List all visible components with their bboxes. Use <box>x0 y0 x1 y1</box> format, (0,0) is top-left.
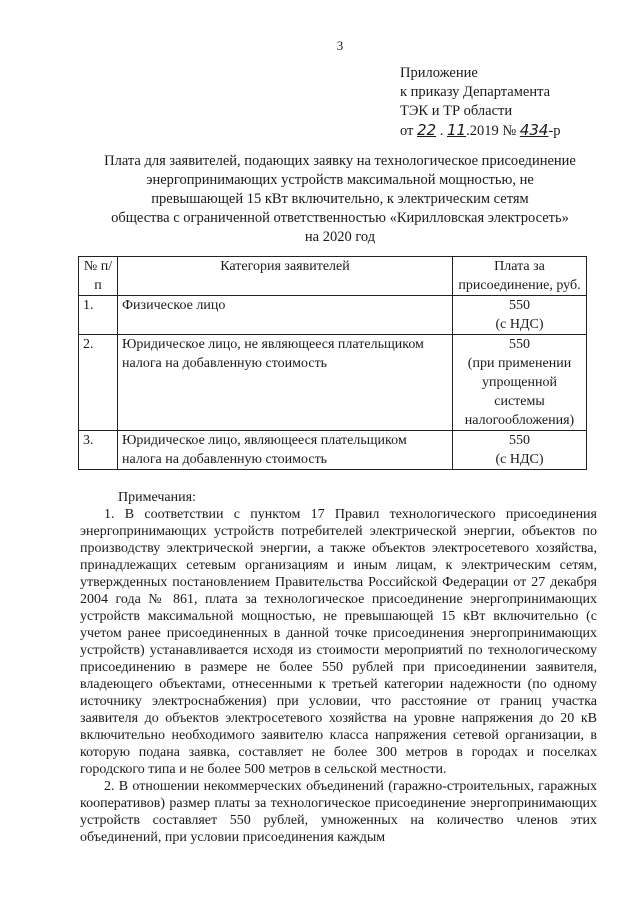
row-fee <box>453 335 587 431</box>
appendix-line2: к приказу Департамента <box>400 84 551 100</box>
fee-amount: 550 <box>509 298 530 313</box>
title-line1: Плата для заявителей, подающих заявку на технологическое присоединение <box>104 153 576 169</box>
order-number: 434 <box>519 121 549 139</box>
fee-table <box>78 256 587 470</box>
order-suffix: -р <box>548 123 561 139</box>
row-num: 1. <box>79 296 118 335</box>
header-fee: Плата за присоединение, руб. <box>453 257 587 296</box>
fee-note: (при применении упрощенной системы налогообложения) <box>464 356 575 428</box>
note-1: 1. В соответствии с пунктом 17 Правил технологического присоединения энергопринимающих устройств потребителей электрической энергии, объектов по производству электрической энергии, а также объектов электросетевого хозяйства, принадлежащих сетевым организациям и иным лицам, к электрическим сетям, утвержденных постановлением Правительства Российской Федерации от 27 декабря 2004 года № 861, плата за технологическое присоединение энергопринимающих устройств максимальной мощностью, не превышающей 15 кВт включительно (с учетом ранее присоединенных в данной точке присоединения энергопринимающих устройств) устанавливается исходя из стоимости мероприятий по технологическому присоединению в размере не более 550 рублей при присоединении заявителя, владеющего объектами, отнесенными к третьей категории надежности (по одному источнику электроснабжения) при условии, что расстояние от границ участка заявителя до объектов электросетевого хозяйства на уровне напряжения до 20 кВ включительно необходимого заявителю класса напряжения сетевой организации, в которую подана заявка, составляет не более 300 метров в городах и поселках городского типа и не более 500 метров в сельской местности. <box>80 507 597 777</box>
note-2: 2. В отношении некоммерческих объединений (гаражно-строительных, гаражных кооперативов) размер платы за технологическое присоединение энергопринимающих устройств составляет 550 рублей, умноженных на количество членов этих объединений, при условии присоединения каждым <box>80 779 597 845</box>
title-line4: общества с ограниченной ответственностью «Кирилловская электросеть» <box>111 210 569 226</box>
row-category: Юридическое лицо, не являющееся плательщиком налога на добавленную стоимость <box>118 335 453 431</box>
appendix-line1: Приложение <box>400 65 478 81</box>
row-num: 2. <box>79 335 118 431</box>
title-line2: энергопринимающих устройств максимальной мощностью, не <box>146 172 534 188</box>
table-header-row <box>79 257 587 296</box>
row-fee <box>453 431 587 470</box>
title-line5: на 2020 год <box>304 229 376 245</box>
table-row <box>79 335 587 431</box>
date-day: 22 <box>417 121 437 139</box>
title-line3: превышающей 15 кВт включительно, к электрическим сетям <box>151 191 529 207</box>
fee-note: (с НДС) <box>495 317 544 332</box>
header-category: Категория заявителей <box>118 257 453 296</box>
page-number: 3 <box>336 38 344 53</box>
date-month: 11 <box>447 121 467 139</box>
table-row <box>79 296 587 335</box>
appendix-block <box>400 64 561 141</box>
notes-heading: Примечания: <box>118 490 196 505</box>
appendix-date-line: от 22 . 11.2019 № 434-р <box>400 121 561 139</box>
notes-section <box>80 489 597 846</box>
row-num: 3. <box>79 431 118 470</box>
row-fee <box>453 296 587 335</box>
header-num: № п/п <box>79 257 118 296</box>
row-category: Физическое лицо <box>118 296 453 335</box>
date-year: .2019 № <box>466 123 517 139</box>
table-row <box>79 431 587 470</box>
date-prefix: от <box>400 123 414 139</box>
fee-amount: 550 <box>509 433 530 448</box>
fee-amount: 550 <box>509 337 530 352</box>
fee-note: (с НДС) <box>495 452 544 467</box>
appendix-line3: ТЭК и ТР области <box>400 103 513 119</box>
document-title <box>80 152 600 247</box>
row-category: Юридическое лицо, являющееся плательщиком налога на добавленную стоимость <box>118 431 453 470</box>
